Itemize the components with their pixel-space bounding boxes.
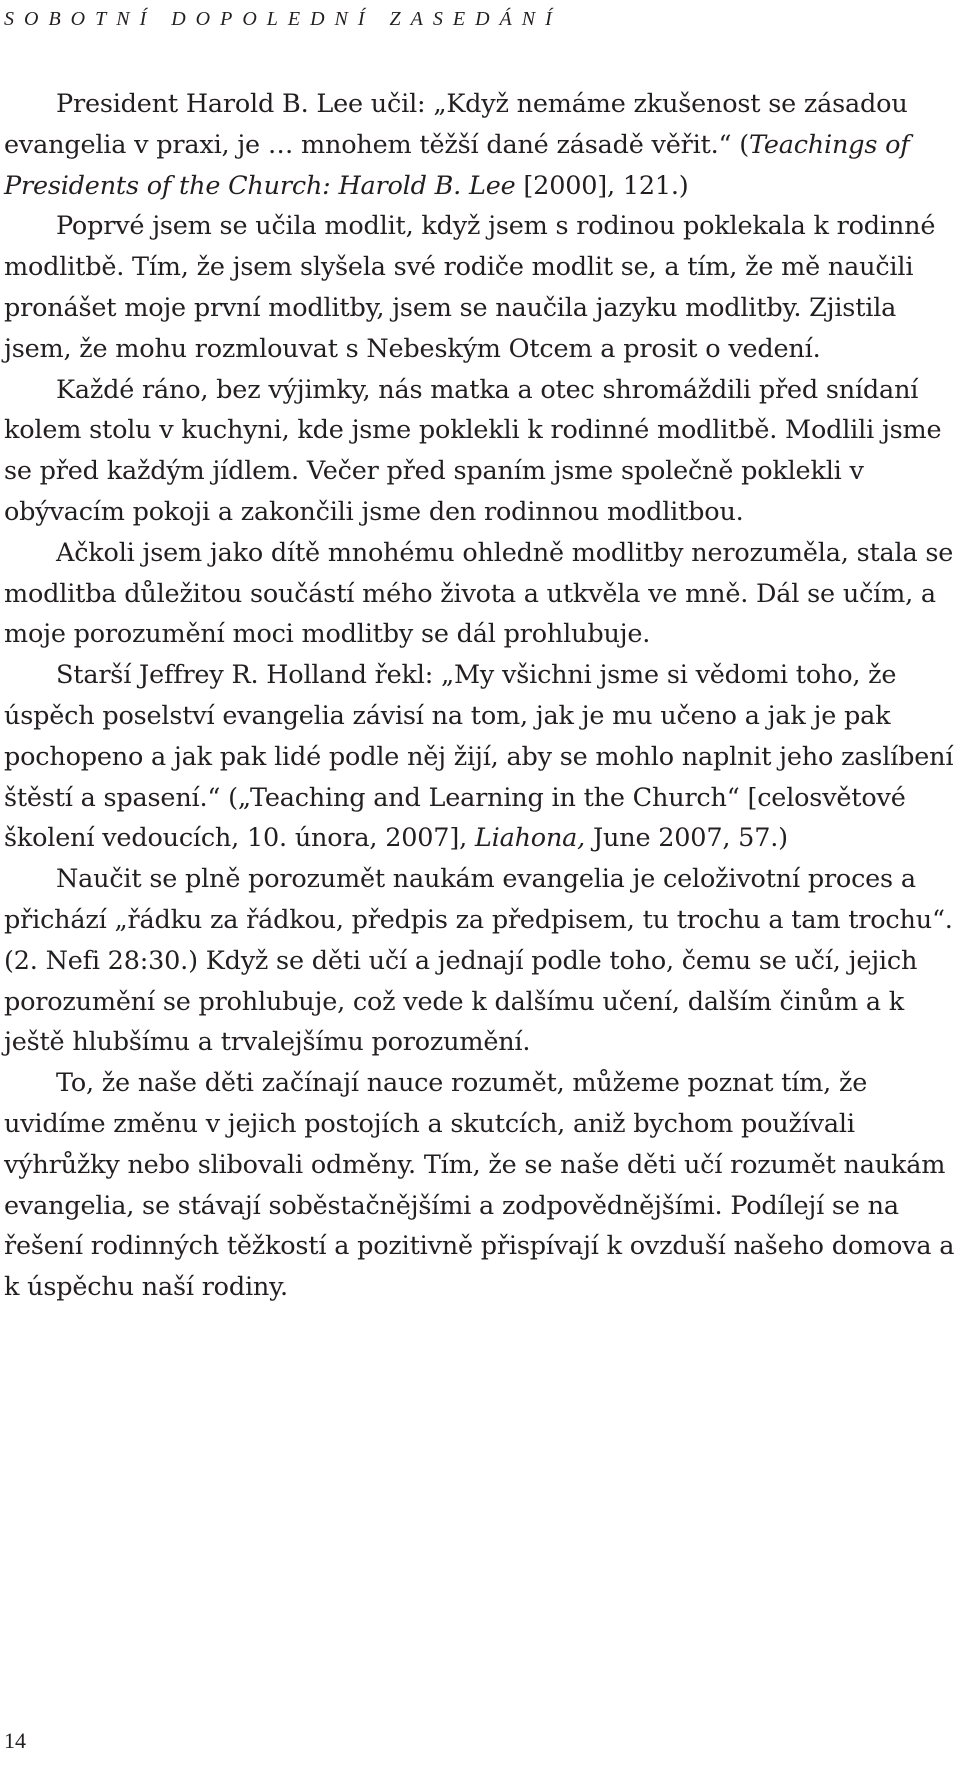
paragraph-family-prayer: Každé ráno, bez výjimky, nás matka a otec shromáždili před snídaní kolem stolu v kuchyni, kde jsme poklekli k rodinné modlitbě. Modlili jsme se před každým jídlem. Večer před spaním jsme společně poklekli v obývacím pokoji a zakončili jsme den rodinnou modlitbou. [4, 374, 942, 527]
paragraph-childhood: Ačkoli jsem jako dítě mnohému ohledně modlitby nerozuměla, stala se modlitba důležitou součástí mého života a utkvěla ve mně. Dál se učím, a moje porozumění moci modlitby se dál prohlubuje. [4, 537, 954, 650]
paragraph-holland-quote [4, 655, 956, 859]
paragraph-lee-quote [4, 84, 956, 206]
lee-citation-end: [2000], 121.) [515, 170, 689, 201]
paragraph-learning-prayer: Poprvé jsem se učila modlit, když jsem s rodinou poklekala k rodinné modlitbě. Tím, že jsem slyšela své rodiče modlit se, a tím, že mě naučili pronášet moje první modlitby, jsem se naučila jazyku modlitby. Zjistila jsem, že mohu rozmlouvat s Nebeským Otcem a prosit o vedení. [4, 211, 936, 364]
page-number: 14 [4, 1728, 26, 1753]
paragraph-lifelong-learning: Naučit se plně porozumět naukám evangelia je celoživotní proces a přichází „řádku za řádkou, předpis za předpisem, tu trochu a tam trochu“. (2. Nefi 28:30.) Když se děti učí a jednají podle toho, čemu se učí, jejich porozumění se prohlubuje, což vede k dalšímu učení, dalším činům a k ještě hlubšímu a trvalejšímu porozumění. [4, 864, 953, 1058]
lee-book-title: Teachings of Presidents of the Church: Harold B. Lee [4, 129, 910, 201]
holland-quote-text: Starší Jeffrey R. Holland řekl: „My všichni jsme si vědomi toho, že úspěch poselství evangelia závisí na tom, jak je mu učeno a jak je pak pochopeno a jak pak lidé podle něj žijí, aby se mohlo naplnit jeho zaslíbení štěstí a spasení.“ („Teaching and Learning in the Church“ [celosvětové školení vedoucích, 10. února, 2007], [4, 660, 954, 854]
holland-citation-end: June 2007, 57.) [585, 823, 788, 854]
liahona-title: Liahona, [474, 823, 586, 854]
running-header: SOBOTNÍ DOPOLEDNÍ ZASEDÁNÍ [4, 8, 562, 30]
lee-quote-text: President Harold B. Lee učil: „Když nemáme zkušenost se zásadou evangelia v praxi, je … mnohem těžší dané zásadě věřit.“ ( [4, 89, 908, 160]
paragraph-children-understanding: To, že naše děti začínají nauce rozumět, můžeme poznat tím, že uvidíme změnu v jejich postojích a skutcích, aniž bychom používali výhrůžky nebo slibovali odměny. Tím, že se naše děti učí rozumět naukám evangelia, se stávají soběstačnějšími a zodpovědnějšími. Podílejí se na řešení rodinných těžkostí a pozitivně přispívají k ovzduší našeho domova a k úspěchu naší rodiny. [4, 1068, 955, 1303]
article-body [4, 84, 956, 1308]
